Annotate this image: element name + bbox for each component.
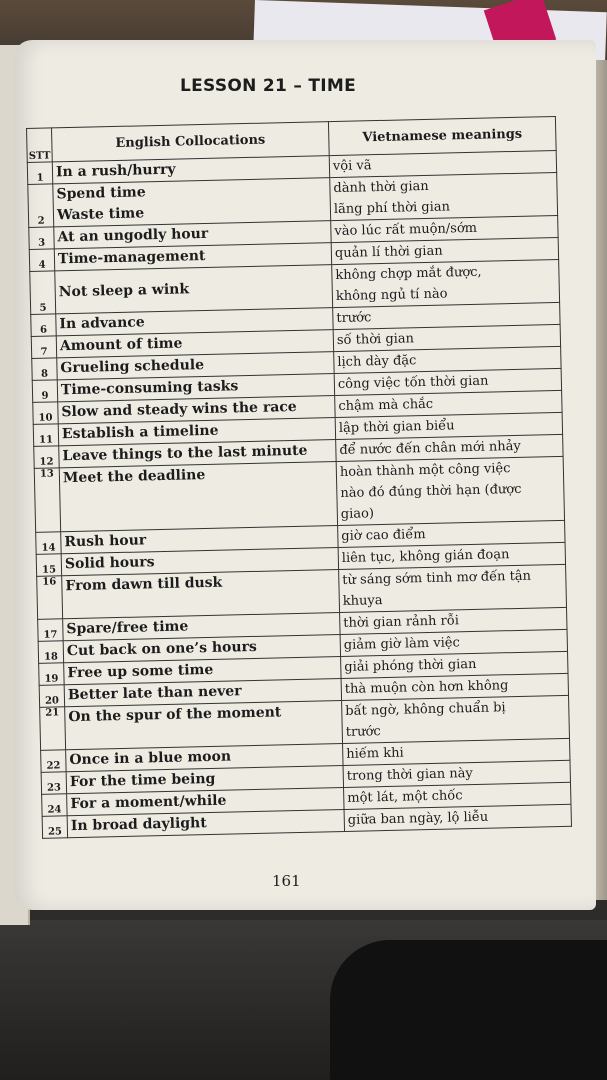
row-number: 24 [42,794,67,817]
row-number: 3 [29,227,54,250]
page-number: 161 [272,872,301,890]
english-cell: From dawn till dusk [62,570,340,619]
lesson-title: LESSON 21 – TIME [180,76,357,96]
english-cell: In advance [56,308,333,336]
vietnamese-cell: giờ cao điểm [338,520,565,547]
background-jacket [330,940,607,1080]
vietnamese-cell: liên tục, không gián đoạn [338,542,565,569]
english-cell: Leave things to the last minute [59,440,336,468]
vietnamese-line: nào đó đúng thời hạn (được [340,481,522,501]
vietnamese-cell [332,259,560,307]
row-number: 20 [39,685,64,708]
vietnamese-cell: thời gian rảnh rỗi [340,607,567,634]
row-number: 10 [33,402,58,425]
row-number: 5 [30,271,56,315]
row-number: 19 [39,663,64,686]
vietnamese-cell [336,456,564,525]
row-number: 25 [42,816,67,839]
row-number: 6 [31,314,56,337]
vietnamese-line: hoàn thành một công việc [339,461,511,480]
collocation-table-wrap [26,116,572,858]
vietnamese-line: không ngủ tí nào [335,286,448,305]
vietnamese-cell: trước [333,302,560,329]
english-cell: Cut back on one’s hours [63,635,340,663]
collocation-table [26,116,572,839]
row-number: 15 [36,554,61,577]
vietnamese-cell: giải phóng thời gian [341,651,568,678]
row-number: 14 [36,532,61,555]
english-cell: In broad daylight [67,809,344,837]
row-number: 1 [27,162,52,185]
row-number: 12 [34,446,59,469]
row-number: 8 [32,358,57,381]
header-english: English Collocations [52,122,330,162]
english-cell: For the time being [66,765,343,793]
vietnamese-line: bất ngờ, không chuẩn bị [345,700,506,719]
row-number: 13 [34,468,60,533]
vietnamese-cell: vội vã [329,150,556,177]
english-cell: Once in a blue moon [66,743,343,771]
vietnamese-cell: số thời gian [333,324,560,351]
english-cell: Slow and steady wins the race [58,396,335,424]
vietnamese-cell [330,172,558,220]
vietnamese-cell: trong thời gian này [343,760,570,787]
vietnamese-cell: lập thời gian biểu [335,412,562,439]
row-number: 22 [41,750,66,773]
vietnamese-cell: thà muộn còn hơn không [341,673,568,700]
vietnamese-line: trước [345,724,381,740]
english-cell [53,178,331,227]
english-cell: Better late than never [64,678,341,706]
vietnamese-line: không chợp mắt được, [335,264,482,284]
english-cell: Not sleep a wink [55,265,333,314]
english-cell: Free up some time [64,656,341,684]
english-cell: Solid hours [61,548,338,576]
row-number: 11 [33,424,58,447]
vietnamese-cell: vào lúc rất muộn/sớm [331,215,558,242]
vietnamese-cell: giữa ban ngày, lộ liễu [344,804,571,831]
english-cell: Meet the deadline [59,462,337,532]
row-number: 23 [41,772,66,795]
vietnamese-cell: chậm mà chắc [335,390,562,417]
english-cell: Grueling schedule [57,352,334,380]
row-number: 21 [40,707,66,751]
vietnamese-line: từ sáng sớm tinh mơ đến tận [342,568,532,588]
table-row [34,456,564,532]
vietnamese-line: lãng phí thời gian [333,199,451,218]
row-number: 2 [28,184,54,228]
vietnamese-cell: lịch dày đặc [334,346,561,373]
vietnamese-cell [342,695,570,743]
english-cell: Establish a timeline [58,418,335,446]
row-number: 18 [38,641,63,664]
vietnamese-cell [339,564,567,612]
english-cell: Rush hour [61,526,338,554]
vietnamese-line: giao) [340,506,375,522]
vietnamese-cell: để nước đến chân mới nhảy [336,434,563,461]
header-vietnamese: Vietnamese meanings [328,116,556,155]
row-number: 4 [29,249,54,272]
english-cell: Time-management [54,243,331,271]
english-cell: In a rush/hurry [52,156,329,184]
english-cell: Spare/free time [63,613,340,641]
header-stt: STT [27,128,53,163]
row-number: 17 [38,619,63,642]
english-line: Waste time [56,205,145,224]
vietnamese-cell: giảm giờ làm việc [340,629,567,656]
vietnamese-line: dành thời gian [333,178,429,197]
english-cell: On the spur of the moment [65,700,343,749]
vietnamese-line: khuya [342,593,383,609]
row-number: 7 [31,336,56,359]
english-cell: For a moment/while [67,787,344,815]
english-line: Spend time [56,184,146,203]
english-cell: Time-consuming tasks [57,374,334,402]
vietnamese-cell: một lát, một chốc [344,782,571,809]
vietnamese-cell: công việc tốn thời gian [334,368,561,395]
vietnamese-cell: hiếm khi [343,738,570,765]
vietnamese-cell: quản lí thời gian [331,237,558,264]
row-number: 9 [32,380,57,403]
row-number: 16 [37,576,63,620]
english-cell: At an ungodly hour [54,221,331,249]
english-cell: Amount of time [56,330,333,358]
